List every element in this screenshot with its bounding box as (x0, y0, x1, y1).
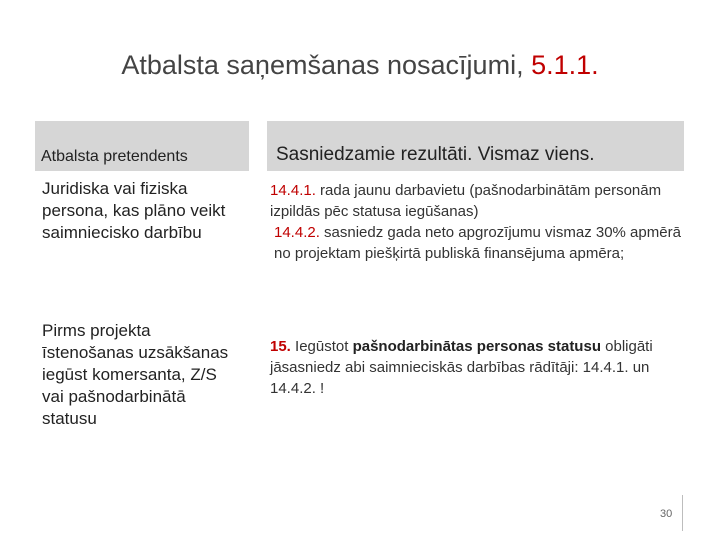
header-results: Sasniedzamie rezultāti. Vismaz viens. (276, 144, 595, 165)
page-divider (682, 495, 683, 531)
result-text-b: obligāti jāsasniedz abi saimnieciskās darbības rādītāji: 14.4.1. un 14.4.2. ! (270, 338, 653, 397)
result-item-14-4-1 (270, 180, 690, 222)
slide-title-number: 5.1.1. (531, 50, 599, 80)
result-item-text: rada jaunu darbavietu (pašnodarbinātām personām izpildās pēc statusa iegūšanas) (270, 182, 662, 220)
result-item-number: 14.4.1. (270, 182, 316, 199)
slide-title (0, 50, 720, 81)
result-item-number: 15. (270, 338, 291, 355)
row1-applicant-cell: Juridiska vai fiziska persona, kas plāno veikt saimniecisko darbību (42, 179, 226, 242)
header-applicant: Atbalsta pretendents (41, 148, 188, 165)
slide-title-text: Atbalsta saņemšanas nosacījumi, (121, 50, 532, 80)
result-item-text: sasniedz gada neto apgrozījumu vismaz 30% apmērā no projektam piešķirtā publiskā finansējuma apmēra; (274, 224, 681, 262)
row2-results-cell (270, 336, 680, 399)
row2-applicant-cell: Pirms projekta īstenošanas uzsākšanas iegūst komersanta, Z/S vai pašnodarbinātā statusu (42, 321, 229, 428)
table-header-right (267, 121, 684, 171)
table-header-left (35, 121, 249, 171)
result-text-a: Iegūstot (290, 338, 353, 355)
page-number: 30 (660, 508, 673, 520)
result-text-bold: pašnodarbinātas personas statusu (352, 338, 601, 355)
result-item-number: 14.4.2. (274, 224, 320, 241)
result-item-14-4-2 (270, 222, 690, 264)
row1-results-cell (270, 180, 690, 264)
